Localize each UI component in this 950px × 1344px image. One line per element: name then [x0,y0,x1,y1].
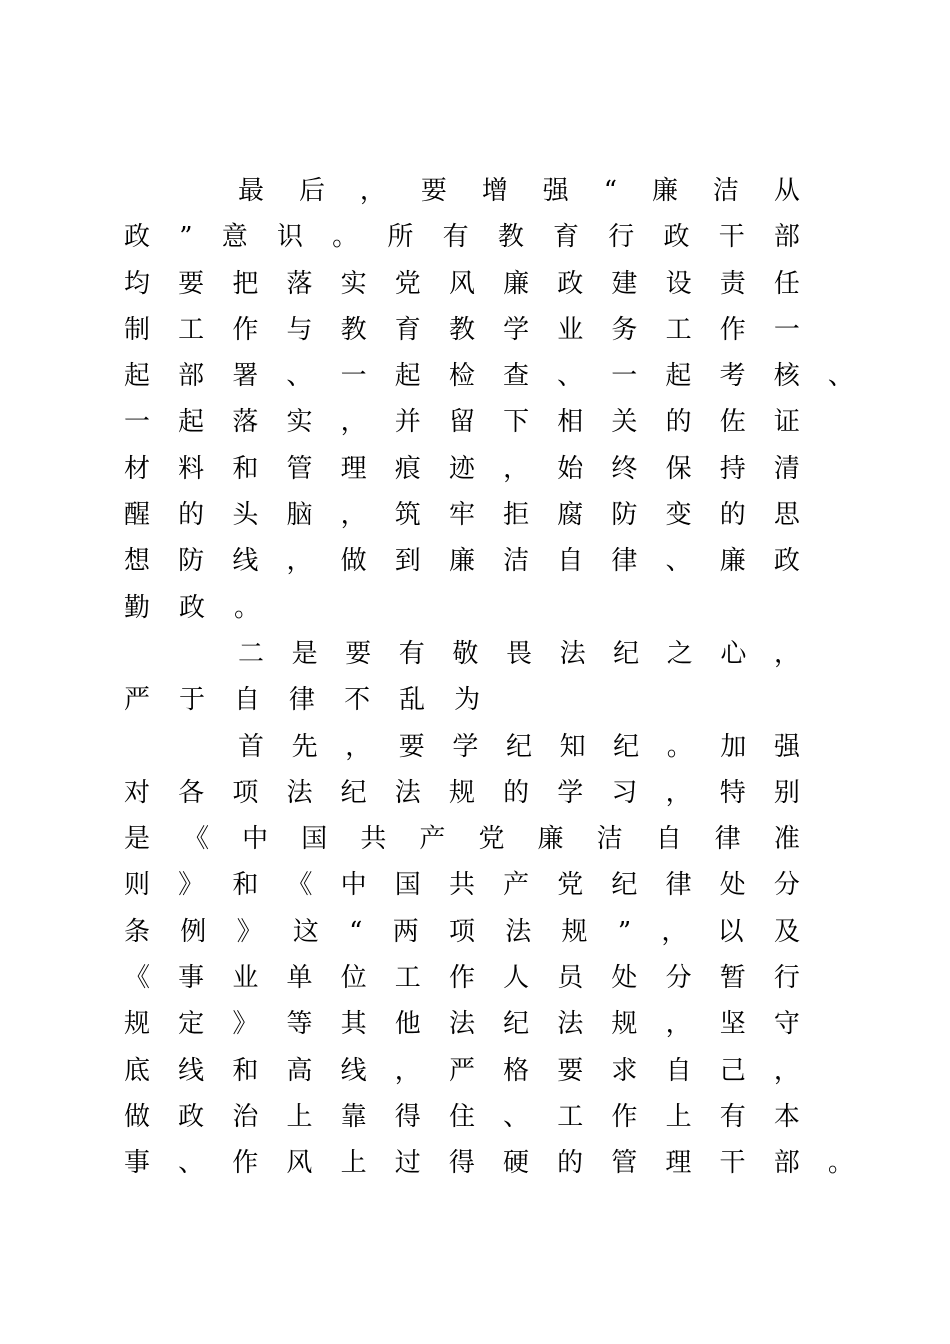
text-line [124,492,800,538]
text-char: ， [286,546,313,577]
text-char: 要 [557,1055,584,1086]
text-char: 核 [773,361,800,392]
text-char: 》 [232,1009,259,1040]
text-char: 法 [394,777,421,808]
text-char: 严 [448,1055,475,1086]
text-char: 署 [232,361,259,392]
text-char: 醒 [124,500,151,531]
text-char: 相 [557,407,584,438]
text-char: 线 [178,1055,205,1086]
text-char: 乱 [399,685,455,716]
text-char: 坚 [719,1009,746,1040]
text-char: ， [359,176,386,206]
text-char: 律 [289,685,345,716]
text-char: 迹 [448,453,475,484]
text-char: 准 [773,824,800,855]
text-char: 学 [557,777,584,808]
text-char: 作 [448,963,475,994]
text-line [124,955,800,1001]
text-char: 格 [503,1055,530,1086]
text-char: 二 [238,638,265,669]
text-char: 政 [178,1101,205,1132]
text-char: 牢 [448,500,475,531]
text-char: 人 [503,963,530,994]
text-char: 做 [340,546,367,577]
text-char: 不 [344,685,400,716]
text-char: 落 [286,268,313,299]
text-char: 以 [717,916,744,947]
text-char: ” [617,916,632,947]
text-char: 识 [276,222,303,253]
text-char: 保 [665,453,692,484]
text-char: 教 [340,314,367,345]
text-char: 暂 [719,963,746,994]
text-char: 自 [665,1055,692,1086]
text-char: 业 [232,963,259,994]
text-char: 律 [611,546,638,577]
text-line [124,585,854,631]
text-char: 法 [286,777,313,808]
text-line [124,307,800,353]
text-char: 《 [124,963,151,994]
text-char: 的 [503,777,530,808]
text-char: 两 [392,916,419,947]
text-char: 把 [232,268,259,299]
text-char: 为 [454,685,510,716]
text-char: 、 [178,1148,205,1179]
section-heading-line [124,677,854,723]
text-char: 项 [448,916,475,947]
text-char: 要 [345,638,372,669]
text-char: ， [665,1009,692,1040]
text-char: ， [340,500,367,531]
text-char: 廉 [651,176,678,206]
text-char: 思 [773,500,800,531]
text-line [124,538,800,584]
text-char: 制 [124,314,151,345]
text-char: 洁 [712,176,739,206]
text-char: 条 [124,916,151,947]
text-char: 其 [340,1009,367,1040]
text-char: 设 [665,268,692,299]
text-char: 定 [178,1009,205,1040]
text-char: 项 [232,777,259,808]
text-char: 各 [178,777,205,808]
text-char: “ [603,176,618,206]
text-char: 得 [394,1101,421,1132]
text-line [124,724,800,770]
text-char: 自 [655,824,682,855]
text-char: 处 [611,963,638,994]
text-char: 证 [773,407,800,438]
text-char: 位 [340,963,367,994]
text-char: 勤 [124,592,180,623]
text-char: 拒 [503,500,530,531]
text-char: 落 [232,407,259,438]
text-char: 则 [124,870,151,901]
text-char: ” [179,222,193,253]
text-char: 学 [503,314,530,345]
text-line [124,1094,800,1140]
text-char: 到 [394,546,421,577]
text-char: 严 [124,685,180,716]
text-char: 政 [124,222,151,253]
text-char: 、 [827,361,854,392]
text-char: 自 [557,546,584,577]
text-char: 意 [221,222,248,253]
text-char: 工 [557,1101,584,1132]
text-char: 有 [398,638,425,669]
text-char: 的 [178,500,205,531]
text-char: 、 [665,546,692,577]
text-line [124,446,800,492]
text-char: 法 [505,916,532,947]
text-char: 部 [178,361,205,392]
text-char: 党 [478,824,505,855]
text-char: 单 [286,963,313,994]
text-char: 料 [178,453,205,484]
text-char: 建 [611,268,638,299]
text-char: 。 [666,731,693,762]
text-char: ， [503,453,530,484]
text-char: 《 [286,870,313,901]
text-char: 别 [773,777,800,808]
text-char: 洁 [596,824,623,855]
text-line [124,1001,800,1047]
text-char: 己 [719,1055,746,1086]
text-char: 及 [773,916,800,947]
text-char: 、 [557,361,584,392]
text-char: ， [773,1055,800,1086]
text-char: 得 [448,1148,475,1179]
text-char: ， [345,731,372,762]
text-char: 产 [419,824,446,855]
text-char: 守 [773,1009,800,1040]
text-line [124,1140,854,1186]
text-char: 起 [124,361,151,392]
text-char: 处 [719,870,746,901]
text-char: ， [665,777,692,808]
text-char: 育 [553,222,580,253]
text-char: 》 [236,916,263,947]
text-char: 所 [387,222,414,253]
text-char: 纪 [503,1009,530,1040]
text-char: 腐 [557,500,584,531]
text-char: 法 [448,1009,475,1040]
text-char: 纪 [611,870,638,901]
text-char: 一 [124,407,151,438]
text-char: 党 [557,870,584,901]
text-char: 作 [719,314,746,345]
text-char: 靠 [340,1101,367,1132]
text-char: 事 [178,963,205,994]
text-char: 的 [719,500,746,531]
text-char: 规 [561,916,588,947]
text-char: 教 [497,222,524,253]
section-heading-line [124,631,800,677]
text-line [124,909,800,955]
text-char: 理 [340,453,367,484]
text-char: 政 [773,546,800,577]
text-char: 廉 [503,268,530,299]
text-char: 最 [238,176,265,206]
text-line [124,770,800,816]
text-line [124,214,800,260]
text-char: 要 [420,176,447,206]
text-char: 法 [559,638,586,669]
text-char: 考 [719,361,746,392]
text-char: 起 [394,361,421,392]
text-char: 痕 [394,453,421,484]
text-char: 变 [665,500,692,531]
text-char: 对 [124,777,151,808]
text-char: 强 [773,731,800,762]
text-char: 筑 [394,500,421,531]
text-char: 务 [611,314,638,345]
text-char: 一 [611,361,638,392]
text-char: 他 [394,1009,421,1040]
text-char: 风 [448,268,475,299]
text-char: 廉 [719,546,746,577]
text-char: 本 [773,1101,800,1132]
text-char: 行 [608,222,635,253]
text-char: 畏 [505,638,532,669]
body-text [124,168,854,1187]
text-char: 后 [298,176,325,206]
text-char: 实 [340,268,367,299]
text-char: 等 [286,1009,313,1040]
text-char: 和 [232,453,259,484]
text-char: 防 [178,546,205,577]
text-char: 分 [773,870,800,901]
text-line [124,168,800,214]
text-char: 清 [773,453,800,484]
text-char: 知 [559,731,586,762]
text-char: 和 [232,870,259,901]
text-char: “ [349,916,363,947]
text-char: 高 [286,1055,313,1086]
text-char: 始 [557,453,584,484]
text-char: 规 [611,1009,638,1040]
text-char: 之 [666,638,693,669]
text-char: 增 [481,176,508,206]
text-char: 中 [242,824,269,855]
text-char: 持 [719,453,746,484]
text-char: 洁 [503,546,530,577]
text-char: 线 [232,546,259,577]
text-char: 育 [394,314,421,345]
text-char: 政 [179,592,235,623]
text-char: 关 [611,407,638,438]
text-char: 于 [179,685,235,716]
text-char: 。 [234,592,290,623]
text-char: 作 [611,1101,638,1132]
text-char: 首 [238,731,265,762]
text-char: 与 [286,314,313,345]
text-char: 干 [719,1148,746,1179]
text-char: 理 [665,1148,692,1179]
text-char: 的 [557,1148,584,1179]
text-char: 法 [557,1009,584,1040]
text-char: 、 [503,1101,530,1132]
text-char: ， [394,1055,421,1086]
text-char: 过 [394,1148,421,1179]
text-char: 任 [773,268,800,299]
text-char: 、 [286,361,313,392]
text-char: 廉 [448,546,475,577]
text-char: 起 [178,407,205,438]
text-char: 。 [332,222,359,253]
text-char: 产 [503,870,530,901]
text-char: 上 [286,1101,313,1132]
text-char: 政 [557,268,584,299]
text-line [124,1048,800,1094]
text-char: 先 [291,731,318,762]
text-char: ， [661,916,688,947]
text-char: 头 [232,500,259,531]
text-char: 心 [720,638,747,669]
text-char: 律 [665,870,692,901]
text-char: 一 [773,314,800,345]
text-line [124,862,800,908]
text-char: 行 [773,963,800,994]
text-char: 特 [719,777,746,808]
text-char: 管 [286,453,313,484]
text-char: 一 [340,361,367,392]
text-char: 上 [665,1101,692,1132]
text-char: 的 [665,407,692,438]
text-char: 要 [398,731,425,762]
text-char: 部 [773,222,800,253]
text-char: 工 [394,963,421,994]
text-char: 查 [502,361,529,392]
text-char: 员 [557,963,584,994]
text-char: 工 [665,314,692,345]
text-char: 是 [291,638,318,669]
text-char: 强 [542,176,569,206]
text-char: 脑 [286,500,313,531]
text-char: ， [340,407,367,438]
text-char: 线 [340,1055,367,1086]
text-char: 责 [719,268,746,299]
text-char: 有 [442,222,469,253]
text-char: 想 [124,546,151,577]
text-line [124,816,800,862]
text-line [124,353,854,399]
text-char: 和 [232,1055,259,1086]
text-char: 防 [611,500,638,531]
text-char: 留 [448,407,475,438]
text-char: 均 [124,268,151,299]
text-char: 学 [452,731,479,762]
text-char: 治 [232,1101,259,1132]
text-char: 从 [773,176,800,206]
text-char: 底 [124,1055,151,1086]
text-char: 敬 [452,638,479,669]
text-char: 。 [827,1148,854,1179]
text-char: 分 [665,963,692,994]
text-char: 中 [340,870,367,901]
text-char: 作 [232,1148,259,1179]
text-char: 终 [611,453,638,484]
text-char: 检 [448,361,475,392]
text-char: 硬 [502,1148,529,1179]
text-char: 纪 [613,638,640,669]
text-char: 材 [124,453,151,484]
text-char: 共 [360,824,387,855]
text-line [124,399,800,445]
text-char: 纪 [505,731,532,762]
text-char: 工 [178,314,205,345]
text-char: 业 [557,314,584,345]
text-char: 部 [773,1148,800,1179]
text-char: 党 [394,268,421,299]
text-char: 上 [340,1148,367,1179]
text-char: ， [773,638,800,669]
text-char: 干 [718,222,745,253]
text-char: 事 [124,1148,151,1179]
text-char: 纪 [340,777,367,808]
text-char: 住 [448,1101,475,1132]
text-char: 自 [234,685,290,716]
text-char: 加 [720,731,747,762]
text-char: 下 [503,407,530,438]
text-char: 这 [292,916,319,947]
text-char: 国 [301,824,328,855]
text-char: 是 [124,824,151,855]
text-char: 国 [394,870,421,901]
text-char: 》 [178,870,205,901]
text-char: 做 [124,1101,151,1132]
text-char: 律 [714,824,741,855]
text-char: 廉 [537,824,564,855]
text-char: 风 [286,1148,313,1179]
text-char: 《 [183,824,210,855]
text-char: 有 [719,1101,746,1132]
text-char: 要 [178,268,205,299]
text-char: 佐 [719,407,746,438]
text-char: 政 [663,222,690,253]
text-char: 求 [611,1055,638,1086]
text-char: 实 [286,407,313,438]
text-char: 规 [448,777,475,808]
text-char: 规 [124,1009,151,1040]
text-char: 并 [394,407,421,438]
text-line [124,261,800,307]
text-char: 管 [611,1148,638,1179]
text-char: 习 [611,777,638,808]
text-char: 纪 [613,731,640,762]
text-char: 例 [180,916,207,947]
text-char: 教 [448,314,475,345]
text-char: 作 [232,314,259,345]
text-char: 起 [665,361,692,392]
text-char: 共 [448,870,475,901]
